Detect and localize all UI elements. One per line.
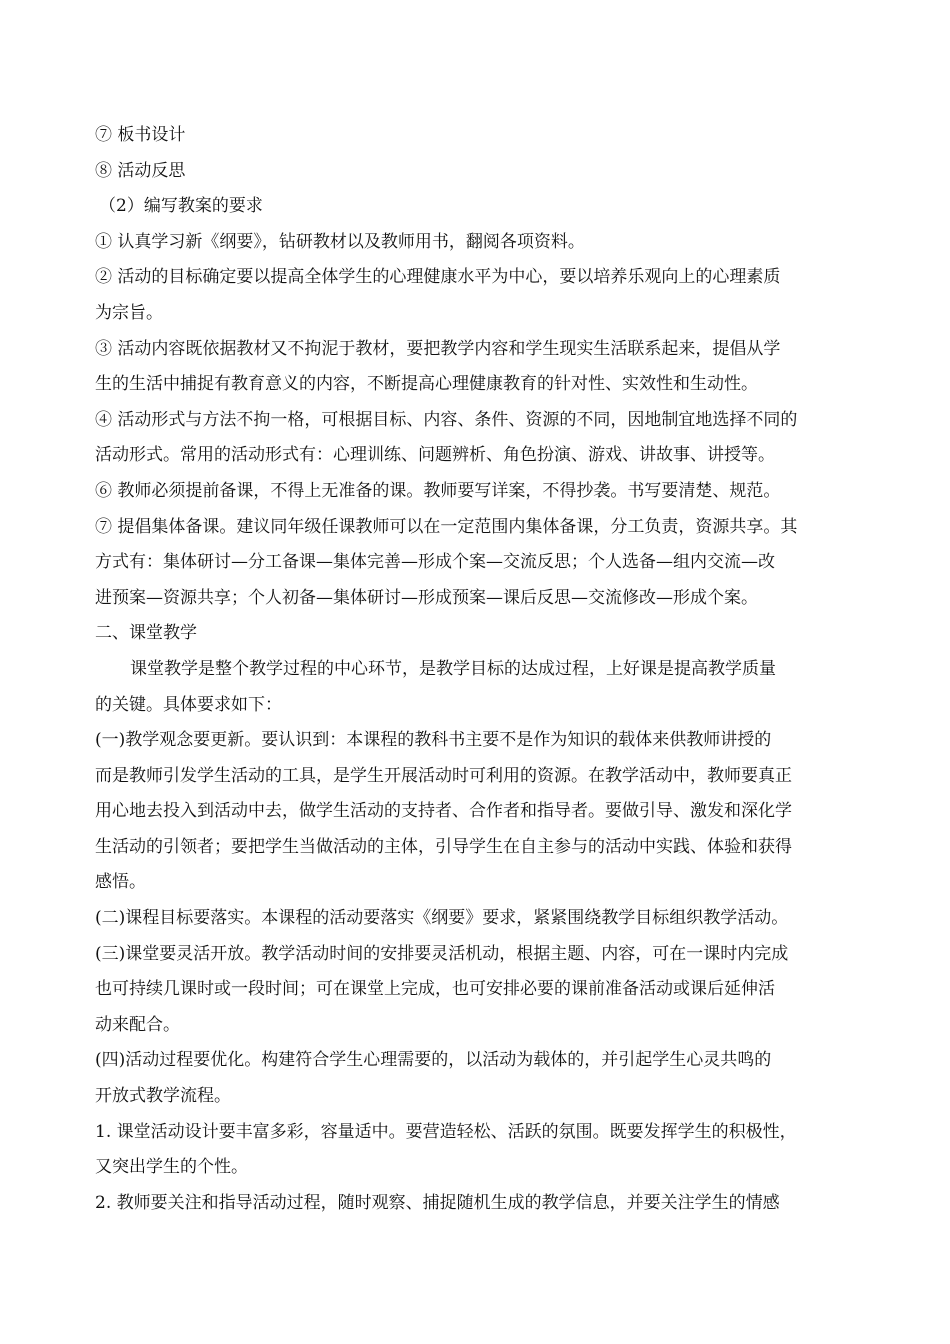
paragraph-line: 的关键。具体要求如下： — [95, 694, 282, 715]
paragraph-line: (四)活动过程要优化。构建符合学生心理需要的，以活动为载体的，并引起学生心灵共鸣的 — [95, 1050, 772, 1071]
paragraph-line: 动来配合。 — [95, 1014, 180, 1035]
section-heading-lesson-plan-requirements: （2）编写教案的要求 — [99, 196, 263, 217]
paragraph-line: 用心地去投入到活动中去，做学生活动的支持者、合作者和指导者。要做引导、激发和深化学 — [95, 801, 792, 822]
list-item-activity-reflection: ⑧ 活动反思 — [95, 160, 186, 181]
paragraph-line: 2. 教师要关注和指导活动过程，随时观察、捕捉随机生成的教学信息，并要关注学生的情感 — [95, 1192, 780, 1213]
paragraph-line: 进预案—资源共享；个人初备—集体研讨—形成预案—课后反思—交流修改—形成个案。 — [95, 587, 758, 608]
paragraph-line: 课堂教学是整个教学过程的中心环节，是教学目标的达成过程，上好课是提高教学质量 — [130, 658, 776, 679]
paragraph-line: (三)课堂要灵活开放。教学活动时间的安排要灵活机动，根据主题、内容，可在一课时内完成 — [95, 943, 789, 964]
paragraph-line: 方式有：集体研讨—分工备课—集体完善—形成个案—交流反思；个人选备—组内交流—改 — [95, 552, 775, 573]
document-body — [95, 118, 860, 1221]
paragraph-line: ③ 活动内容既依据教材又不拘泥于教材，要把教学内容和学生现实生活联系起来，提倡从学 — [95, 338, 781, 359]
paragraph-line: 生的生活中捕捉有教育意义的内容，不断提高心理健康教育的针对性、实效性和生动性。 — [95, 374, 758, 395]
paragraph-line: ② 活动的目标确定要以提高全体学生的心理健康水平为中心，要以培养乐观向上的心理素质 — [95, 267, 781, 288]
paragraph-line: ④ 活动形式与方法不拘一格，可根据目标、内容、条件、资源的不同，因地制宜地选择不同的 — [95, 409, 798, 430]
list-item-board-design: ⑦ 板书设计 — [95, 125, 186, 145]
section-heading-classroom-teaching: 二、课堂教学 — [95, 623, 197, 644]
paragraph-line: (一)教学观念要更新。要认识到：本课程的教科书主要不是作为知识的载体来供教师讲授的 — [95, 730, 772, 751]
paragraph-line: (二)课程目标要落实。本课程的活动要落实《纲要》要求，紧紧围绕教学目标组织教学活动。 — [95, 908, 789, 929]
paragraph-line: 而是教师引发学生活动的工具，是学生开展活动时可利用的资源。在教学活动中，教师要真正 — [95, 765, 792, 786]
paragraph-line: 生活动的引领者；要把学生当做活动的主体，引导学生在自主参与的活动中实践、体验和获得 — [95, 836, 792, 857]
paragraph-line: 又突出学生的个性。 — [95, 1157, 248, 1178]
paragraph-line: 为宗旨。 — [95, 302, 163, 323]
paragraph-line: 开放式教学流程。 — [95, 1086, 231, 1107]
paragraph-line: 1. 课堂活动设计要丰富多彩，容量适中。要营造轻松、活跃的氛围。既要发挥学生的积极性， — [95, 1121, 797, 1142]
paragraph-line: 活动形式。常用的活动形式有：心理训练、问题辨析、角色扮演、游戏、讲故事、讲授等。 — [95, 445, 775, 466]
paragraph-line: 感悟。 — [95, 872, 146, 893]
paragraph-line: 也可持续几课时或一段时间；可在课堂上完成，也可安排必要的课前准备活动或课后延伸活 — [95, 979, 775, 1000]
paragraph-line: ① 认真学习新《纲要》，钻研教材以及教师用书，翻阅各项资料。 — [95, 231, 585, 252]
paragraph-line: ⑥ 教师必须提前备课，不得上无准备的课。教师要写详案，不得抄袭。书写要清楚、规范。 — [95, 480, 781, 501]
paragraph-line: ⑦ 提倡集体备课。建议同年级任课教师可以在一定范围内集体备课，分工负责，资源共享。其 — [95, 516, 798, 537]
